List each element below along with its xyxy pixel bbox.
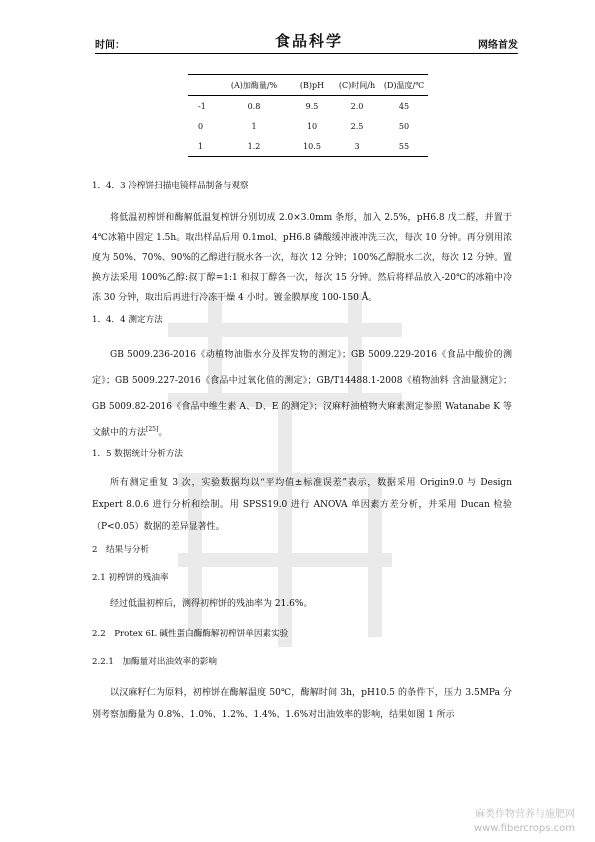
header-time-label: 时间： [95,40,125,51]
table-cell: 1 [188,136,218,157]
table-cell: 45 [398,101,410,111]
table-row [188,116,428,136]
footer-site-name: 麻类作物营养与施肥网 [475,809,575,820]
table-cell: 10 [306,121,318,131]
table-cell: 9.5 [305,101,319,111]
table-cell: 0.8 [247,101,261,111]
page-header [95,34,518,50]
table-cell: 2.0 [350,101,364,111]
section-2-2-1-title: 2.2.1 加酶量对出油效率的影响 [92,657,217,667]
table-header-cell: (A)加酶量/% [218,75,290,96]
section-1-4-3-text: 将低温初榨饼和酶解低温复榨饼分别切成 2.0×3.0mm 条形，加入 2.5%，pH6.8 戊二醛，并置于 4℃冰箱中固定 1.5h。取出样品后用 0.1mol、pH6.8 磷酸缓冲液冲洗三次，每次 10 分钟。再分别用浓度为 50%、70%、90%的乙醇进行脱水各一次，每次 12 分钟；100%乙醇脱水二次，每次 12 分钟。置换方法采用 100%乙醇:叔丁醇=1:1 和叔丁醇各一次，每次 15 分钟。然后将样品放入-20℃的冰箱中冷冻 30 分钟，取出后再进行冷冻干燥 4 小时。镀金膜厚度 100-150 Å。 [92,213,512,303]
section-1-4-3-title: 1．4．3 冷榨饼扫描电镜样品制备与观察 [92,181,249,191]
table-row [188,96,428,117]
section-2-1-text: 经过低温初榨后，测得初榨饼的残油率为 21.6%。 [110,599,313,609]
table-header-cell: (C)时间/h [334,75,380,96]
section-2-1-title: 2.1 初榨饼的残油率 [92,573,169,583]
header-online-first: 网络首发 [478,40,518,51]
table-cell: -1 [198,101,206,111]
section-1-4-4-title: 1．4．4 测定方法 [92,315,163,325]
table-header-cell [188,75,218,96]
section-1-4-4-text [92,342,512,446]
table-cell: 50 [398,121,410,131]
section-2-2-1-text: 以汉麻籽仁为原料，初榨饼在酶解温度 50℃，酶解时间 3h，pH10.5 的条件下，压力 3.5MPa 分别考察加酶量为 0.8%、1.0%、1.2%、1.4%、1.6%对出油效率的影响，结果如图 1 所示 [92,688,512,720]
table-cell: 1.2 [218,136,290,157]
section-1-4-4-body: GB 5009.236-2016《动植物油脂水分及挥发物的测定》；GB 5009.229-2016《食品中酸价的测定》；GB 5009.227-2016《食品中过氧化值的测定》；GB/T14488.1-2008《植物油料 含油量测定》；GB 5009.82-2016《食品中维生素 A、D、E 的测定》；汉麻籽油植物大麻素测定参照 Watanabe K 等文献中的方法 [92,350,512,438]
table-header-cell: (D)温度/℃ [380,75,428,96]
table-row [188,136,428,157]
section-2-title: 2 结果与分析 [92,545,150,555]
journal-title: 食品科学 [275,32,344,50]
table-cell: 3 [334,136,380,157]
table-header-row [188,75,428,96]
factor-level-table [188,74,428,157]
section-1-4-4-period: 。 [158,428,168,438]
table-cell: 10.5 [290,136,334,157]
header-rule [95,53,518,54]
reference-marker: [25] [146,426,159,433]
table-cell: 2.5 [350,121,364,131]
section-1-5-text: 所有测定重复 3 次，实验数据均以“平均值±标准误差”表示，数据采用 Origin9.0 与 Design Expert 8.0.6 进行分析和绘制。用 SPSS19.0 进行 ANOVA 单因素方差分析，并采用 Ducan 检验（P<0.05）数据的差异显著性。 [92,478,512,532]
section-1-5-title: 1．5 数据统计分析方法 [92,449,184,459]
footer-watermark [474,808,575,836]
table-cell: 55 [380,136,428,157]
section-2-2-title: 2.2 Protex 6L 碱性蛋白酶酶解初榨饼单因素实验 [92,629,289,639]
footer-site-url: www.fibercrops.com [473,823,575,834]
table-cell: 0 [198,121,204,131]
table-cell: 1 [251,121,257,131]
table-header-cell: (B)pH [290,75,334,96]
